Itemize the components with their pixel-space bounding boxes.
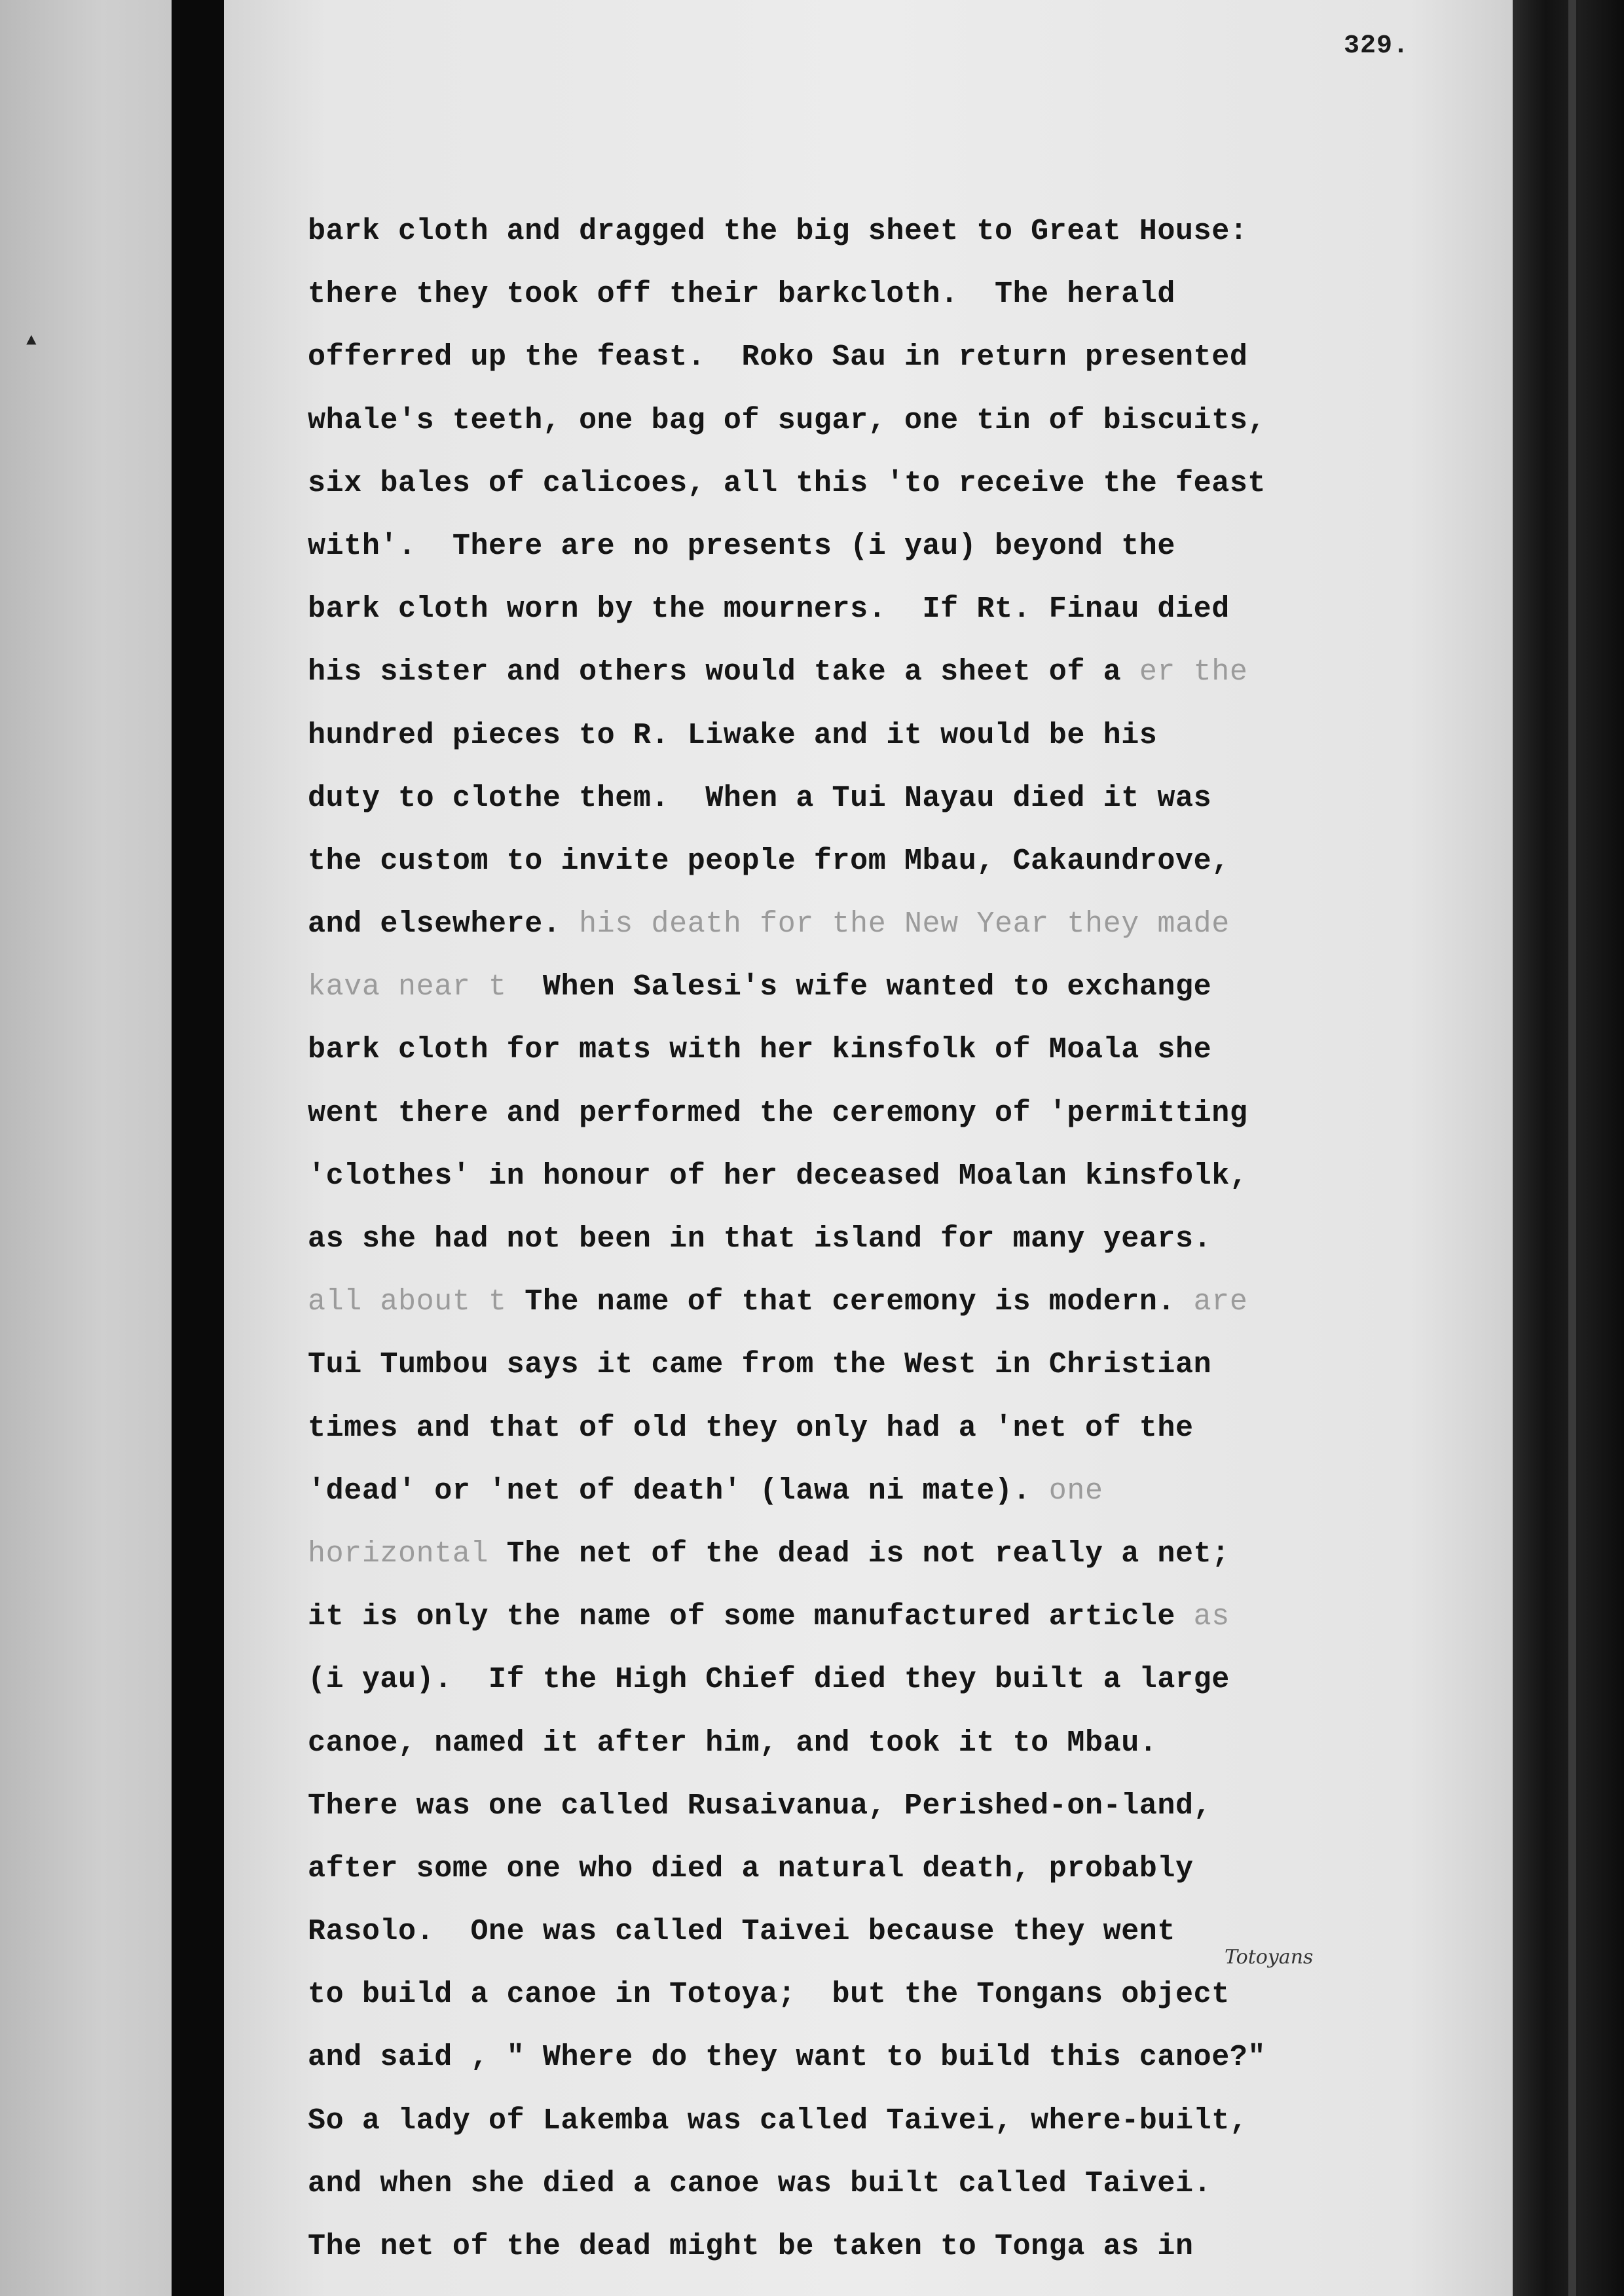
bleed-through-text: er the	[1139, 655, 1248, 689]
text-line	[308, 966, 1513, 1029]
text-line: times and that of old they only had a 'net of the	[308, 1411, 1194, 1445]
bleed-through-text: all about t	[308, 1285, 507, 1319]
text-line: with'. There are no presents (i yau) beyond the	[308, 529, 1176, 563]
left-margin	[0, 0, 172, 2296]
text-line-main: it is only the name of some manufactured article	[308, 1600, 1176, 1634]
text-line: hundred pieces to R. Liwake and it would be his	[308, 718, 1158, 752]
typescript-body	[308, 211, 1513, 2289]
bleed-through-text: as	[1193, 1600, 1230, 1634]
text-line: The net of the dead might be taken to Tonga as in	[308, 2230, 1194, 2263]
text-line	[308, 1470, 1513, 1533]
text-line: the custom to invite people from Mbau, Cakaundrove,	[308, 844, 1230, 878]
bleed-through-text: his death for the New Year they made	[579, 907, 1230, 941]
text-line: and said , " Where do they want to build this canoe?"	[308, 2041, 1266, 2075]
binding-spine	[172, 0, 224, 2296]
text-line-main: his sister and others would take a sheet of a	[308, 655, 1122, 689]
text-line: there they took off their barkcloth. The herald	[308, 278, 1176, 312]
text-line	[308, 1596, 1513, 1659]
text-line-main: The net of the dead is not really a net;	[506, 1537, 1230, 1571]
gutter-edge	[1568, 0, 1576, 2296]
bleed-through-text: kava near t	[308, 970, 507, 1004]
text-line: Tui Tumbou says it came from the West in Christian	[308, 1348, 1212, 1382]
text-line-main: and elsewhere.	[308, 907, 561, 941]
text-line: bark cloth for mats with her kinsfolk of Moala she	[308, 1033, 1212, 1067]
text-line: bark cloth worn by the mourners. If Rt. Finau died	[308, 592, 1230, 627]
text-line: whale's teeth, one bag of sugar, one tin of biscuits,	[308, 403, 1266, 437]
text-line: There was one called Rusaivanua, Perished-on-land,	[308, 1789, 1212, 1823]
handwritten-annotation: Totoyans	[1225, 1946, 1314, 1969]
page-number: 329.	[1344, 31, 1410, 61]
bleed-through-text: one	[1048, 1474, 1103, 1508]
text-line: bark cloth and dragged the big sheet to Great House:	[308, 215, 1248, 248]
text-line: and when she died a canoe was built called Taivei.	[308, 2166, 1212, 2200]
text-line: So a lady of Lakemba was called Taivei, where-built,	[308, 2104, 1248, 2138]
text-line-main: 'dead' or 'net of death' (lawa ni mate).	[308, 1474, 1031, 1508]
text-line	[308, 651, 1513, 714]
bleed-through-text: are	[1193, 1285, 1248, 1319]
bleed-through-text: horizontal	[308, 1537, 489, 1571]
text-line	[308, 1281, 1513, 1344]
text-line: as she had not been in that island for many years.	[308, 1222, 1212, 1256]
text-line-main: When Salesi's wife wanted to exchange	[542, 970, 1212, 1004]
text-line-main: The name of that ceremony is modern.	[525, 1285, 1176, 1319]
margin-mark: ▲	[26, 331, 37, 350]
text-line: Rasolo. One was called Taivei because they went	[308, 1915, 1176, 1949]
text-line: (i yau). If the High Chief died they built a large	[308, 1663, 1230, 1697]
text-line	[308, 903, 1513, 966]
text-line: canoe, named it after him, and took it to Mbau.	[308, 1726, 1158, 1760]
text-line: duty to clothe them. When a Tui Nayau died it was	[308, 781, 1212, 815]
text-line: to build a canoe in Totoya; but the Tongans object	[308, 1978, 1230, 2012]
text-line: after some one who died a natural death, probably	[308, 1851, 1194, 1886]
text-line: 'clothes' in honour of her deceased Moalan kinsfolk,	[308, 1159, 1248, 1193]
text-line	[308, 1533, 1513, 1596]
text-line: offerred up the feast. Roko Sau in return presented	[308, 340, 1248, 374]
text-line: went there and performed the ceremony of 'permitting	[308, 1096, 1248, 1130]
text-line: six bales of calicoes, all this 'to receive the feast	[308, 466, 1266, 500]
